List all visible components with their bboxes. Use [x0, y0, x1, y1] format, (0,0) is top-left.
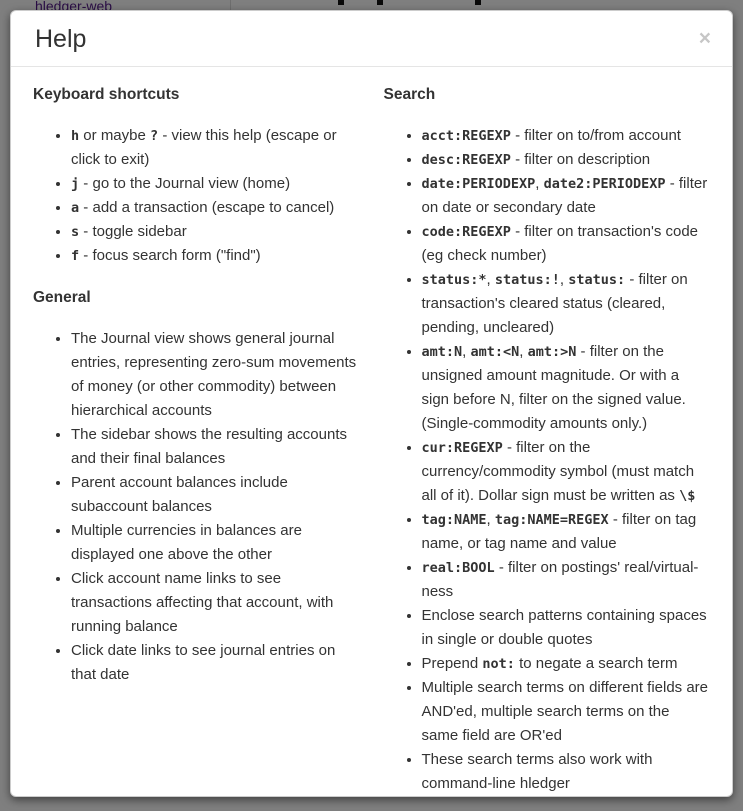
list-item: • a - add a transaction (escape to cancel)	[71, 196, 360, 220]
list-item: • acct:REGEXP - filter on to/from account	[422, 124, 711, 148]
code-term: status:!	[494, 272, 560, 288]
section-heading-keyboard-shortcuts: Keyboard shortcuts	[33, 86, 180, 103]
list-item: • Prepend not: to negate a search term	[422, 652, 711, 676]
list-item: • Parent account balances include subaccount balances	[71, 471, 360, 519]
list-item: • h or maybe ? - view this help (escape or click to exit)	[71, 124, 360, 172]
help-left-column	[33, 87, 360, 796]
code-term: tag:NAME=REGEX	[494, 512, 609, 528]
list-item: • cur:REGEXP - filter on the currency/commodity symbol (must match all of it). Dollar sign must be written as \$	[422, 436, 711, 508]
code-term: f	[71, 248, 80, 264]
code-term: ?	[150, 128, 159, 144]
list-item: • Click account name links to see transactions affecting that account, with running balance	[71, 567, 360, 639]
list-item: • The Journal view shows general journal entries, representing zero-sum movements of money (or other commodity) between hierarchical accounts	[71, 327, 360, 423]
list-item: • tag:NAME, tag:NAME=REGEX - filter on tag name, or tag name and value	[422, 508, 711, 556]
list-item: • date:PERIODEXP, date2:PERIODEXP - filter on date or secondary date	[422, 172, 711, 220]
code-term: acct:REGEXP	[421, 128, 511, 144]
code-term: not:	[482, 656, 515, 672]
list-item: • status:*, status:!, status: - filter on transaction's cleared status (cleared, pending, uncleared)	[422, 268, 711, 340]
list-item: • j - go to the Journal view (home)	[71, 172, 360, 196]
code-term: real:BOOL	[421, 560, 495, 576]
list-item: • desc:REGEXP - filter on description	[422, 148, 711, 172]
list-item: • The sidebar shows the resulting accounts and their final balances	[71, 423, 360, 471]
modal-header	[11, 11, 732, 67]
general-list	[33, 327, 360, 687]
list-item: • These search terms also work with command-line hledger	[422, 748, 711, 796]
list-item: • code:REGEXP - filter on transaction's code (eg check number)	[422, 220, 711, 268]
list-item: • Multiple search terms on different fields are AND'ed, multiple search terms on the same field are OR'ed	[422, 676, 711, 748]
help-right-column	[384, 87, 711, 796]
code-term: date2:PERIODEXP	[543, 176, 666, 192]
code-term: h	[71, 128, 80, 144]
keyboard-shortcuts-list	[33, 124, 360, 268]
code-term: date:PERIODEXP	[421, 176, 536, 192]
code-term: status:	[568, 272, 626, 288]
code-term: tag:NAME	[421, 512, 487, 528]
search-terms-list	[384, 124, 711, 796]
modal-title: Help	[35, 25, 87, 53]
list-item: • Click date links to see journal entries on that date	[71, 639, 360, 687]
list-item: • Multiple currencies in balances are displayed one above the other	[71, 519, 360, 567]
code-term: s	[71, 224, 80, 240]
code-term: a	[71, 200, 80, 216]
list-item: • f - focus search form ("find")	[71, 244, 360, 268]
section-heading-general: General	[33, 289, 91, 306]
code-term: amt:<N	[470, 344, 520, 360]
code-term: \$	[679, 488, 696, 504]
code-term: amt:>N	[527, 344, 577, 360]
close-icon[interactable]: ×	[698, 27, 711, 50]
section-heading-search: Search	[383, 86, 436, 103]
code-term: j	[71, 176, 80, 192]
code-term: code:REGEXP	[421, 224, 511, 240]
help-modal	[10, 10, 733, 797]
list-item: • real:BOOL - filter on postings' real/virtual-ness	[422, 556, 711, 604]
list-item: • Enclose search patterns containing spaces in single or double quotes	[422, 604, 711, 652]
modal-body	[11, 67, 732, 797]
code-term: desc:REGEXP	[421, 152, 511, 168]
code-term: status:*	[421, 272, 487, 288]
code-term: amt:N	[421, 344, 463, 360]
list-item: • amt:N, amt:<N, amt:>N - filter on the unsigned amount magnitude. Or with a sign before N, filter on the signed value. (Single-commodity amounts only.)	[422, 340, 711, 436]
code-term: cur:REGEXP	[421, 440, 503, 456]
list-item: • s - toggle sidebar	[71, 220, 360, 244]
